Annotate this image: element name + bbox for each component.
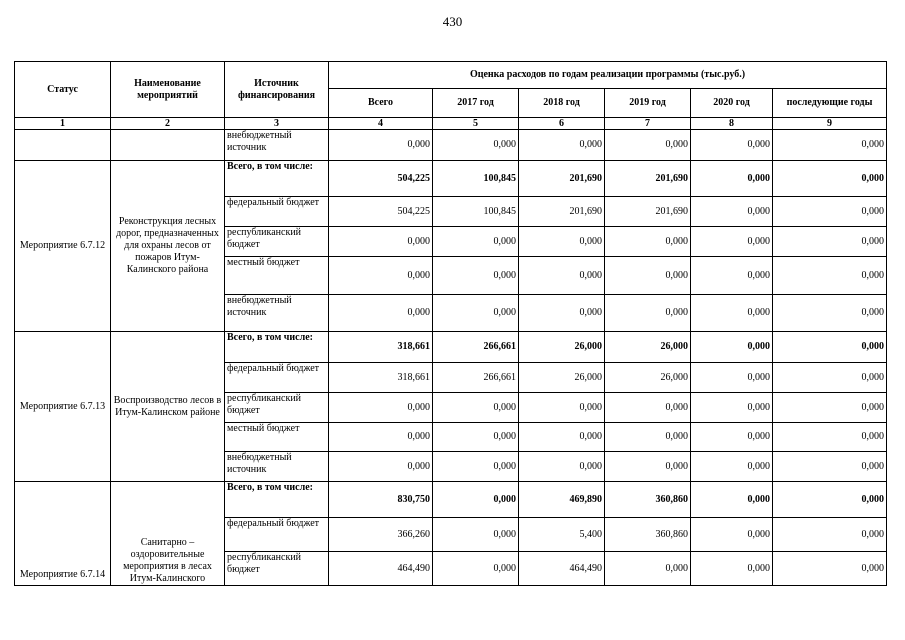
value-cell: 0,000 [691, 130, 773, 161]
header-source: Источник финансирования [225, 62, 329, 118]
source-cell: внебюджетный источник [225, 452, 329, 482]
name-cell: Воспроизводство лесов в Итум-Калинском районе [111, 332, 225, 482]
value-cell: 0,000 [773, 161, 887, 197]
value-cell: 0,000 [691, 197, 773, 227]
value-cell: 0,000 [329, 393, 433, 423]
value-cell: 0,000 [433, 552, 519, 586]
value-cell: 0,000 [433, 518, 519, 552]
value-cell: 0,000 [519, 130, 605, 161]
value-cell: 100,845 [433, 197, 519, 227]
value-cell: 201,690 [605, 161, 691, 197]
value-cell: 830,750 [329, 482, 433, 518]
value-cell: 0,000 [329, 227, 433, 257]
source-cell: местный бюджет [225, 423, 329, 452]
page-number: 430 [442, 14, 463, 29]
table-row [15, 130, 887, 161]
value-cell: 0,000 [519, 227, 605, 257]
col-number: 5 [433, 118, 519, 130]
value-cell: 0,000 [605, 393, 691, 423]
value-cell: 360,860 [605, 518, 691, 552]
value-cell: 0,000 [433, 482, 519, 518]
value-cell: 0,000 [691, 552, 773, 586]
value-cell: 504,225 [329, 197, 433, 227]
value-cell: 0,000 [691, 227, 773, 257]
value-cell: 0,000 [329, 423, 433, 452]
header-year: 2019 год [605, 89, 691, 118]
col-number: 1 [15, 118, 111, 130]
value-cell: 0,000 [329, 257, 433, 295]
value-cell: 0,000 [691, 161, 773, 197]
header-name: Наименование мероприятий [111, 62, 225, 118]
value-cell: 0,000 [605, 452, 691, 482]
value-cell: 26,000 [605, 332, 691, 363]
table-row [15, 161, 887, 197]
col-number: 3 [225, 118, 329, 130]
value-cell: 0,000 [519, 257, 605, 295]
value-cell: 26,000 [519, 363, 605, 393]
status-cell: Мероприятие 6.7.14 [15, 482, 111, 586]
status-cell: Мероприятие 6.7.12 [15, 161, 111, 332]
source-cell: местный бюджет [225, 257, 329, 295]
source-cell: республиканский бюджет [225, 227, 329, 257]
value-cell: 0,000 [433, 452, 519, 482]
header-estimate: Оценка расходов по годам реализации программы (тыс.руб.) [329, 62, 887, 89]
empty-cell [15, 130, 111, 161]
header-year: последующие годы [773, 89, 887, 118]
header-year: 2018 год [519, 89, 605, 118]
header-year: Всего [329, 89, 433, 118]
value-cell: 0,000 [605, 257, 691, 295]
name-cell: Реконструкция лесных дорог, предназначенных для охраны лесов от пожаров Итум-Калинского района [111, 161, 225, 332]
value-cell: 0,000 [691, 257, 773, 295]
value-cell: 0,000 [433, 423, 519, 452]
value-cell: 0,000 [773, 197, 887, 227]
empty-cell [111, 130, 225, 161]
status-cell: Мероприятие 6.7.13 [15, 332, 111, 482]
value-cell: 0,000 [605, 130, 691, 161]
col-number: 7 [605, 118, 691, 130]
source-cell: внебюджетный источник [225, 295, 329, 332]
source-cell: федеральный бюджет [225, 518, 329, 552]
header-year: 2017 год [433, 89, 519, 118]
table-row [15, 482, 887, 518]
value-cell: 0,000 [329, 130, 433, 161]
header-status: Статус [15, 62, 111, 118]
value-cell: 318,661 [329, 363, 433, 393]
value-cell: 0,000 [691, 295, 773, 332]
value-cell: 0,000 [773, 295, 887, 332]
source-cell: республиканский бюджет [225, 552, 329, 586]
value-cell: 0,000 [605, 227, 691, 257]
source-cell: Всего, в том числе: [225, 332, 329, 363]
value-cell: 0,000 [605, 423, 691, 452]
value-cell: 464,490 [329, 552, 433, 586]
value-cell: 0,000 [773, 332, 887, 363]
value-cell: 0,000 [691, 332, 773, 363]
value-cell: 504,225 [329, 161, 433, 197]
value-cell: 0,000 [433, 393, 519, 423]
source-cell: Всего, в том числе: [225, 482, 329, 518]
value-cell: 0,000 [433, 295, 519, 332]
value-cell: 0,000 [773, 393, 887, 423]
value-cell: 266,661 [433, 363, 519, 393]
value-cell: 0,000 [691, 363, 773, 393]
value-cell: 366,260 [329, 518, 433, 552]
source-cell: республиканский бюджет [225, 393, 329, 423]
value-cell: 100,845 [433, 161, 519, 197]
value-cell: 0,000 [329, 452, 433, 482]
value-cell: 0,000 [773, 130, 887, 161]
value-cell: 0,000 [329, 295, 433, 332]
value-cell: 469,890 [519, 482, 605, 518]
col-number: 8 [691, 118, 773, 130]
source-cell: внебюджетный источник [225, 130, 329, 161]
value-cell: 266,661 [433, 332, 519, 363]
value-cell: 0,000 [773, 423, 887, 452]
value-cell: 0,000 [519, 295, 605, 332]
value-cell: 0,000 [773, 452, 887, 482]
value-cell: 0,000 [773, 482, 887, 518]
value-cell: 0,000 [433, 227, 519, 257]
source-cell: федеральный бюджет [225, 197, 329, 227]
value-cell: 0,000 [605, 552, 691, 586]
header-year: 2020 год [691, 89, 773, 118]
value-cell: 0,000 [773, 518, 887, 552]
table-row [15, 332, 887, 363]
value-cell: 0,000 [519, 393, 605, 423]
value-cell: 201,690 [519, 161, 605, 197]
value-cell: 0,000 [691, 393, 773, 423]
value-cell: 201,690 [519, 197, 605, 227]
source-cell: Всего, в том числе: [225, 161, 329, 197]
value-cell: 0,000 [773, 552, 887, 586]
value-cell: 0,000 [773, 363, 887, 393]
value-cell: 0,000 [691, 452, 773, 482]
value-cell: 0,000 [773, 227, 887, 257]
value-cell: 26,000 [605, 363, 691, 393]
value-cell: 0,000 [433, 130, 519, 161]
name-cell: Санитарно – оздоровительные мероприятия в лесах Итум-Калинского [111, 482, 225, 586]
value-cell: 360,860 [605, 482, 691, 518]
value-cell: 26,000 [519, 332, 605, 363]
value-cell: 201,690 [605, 197, 691, 227]
col-number: 6 [519, 118, 605, 130]
value-cell: 0,000 [691, 423, 773, 452]
source-cell: федеральный бюджет [225, 363, 329, 393]
value-cell: 464,490 [519, 552, 605, 586]
value-cell: 0,000 [691, 518, 773, 552]
col-number: 2 [111, 118, 225, 130]
value-cell: 0,000 [519, 423, 605, 452]
value-cell: 318,661 [329, 332, 433, 363]
value-cell: 0,000 [773, 257, 887, 295]
value-cell: 0,000 [605, 295, 691, 332]
value-cell: 0,000 [433, 257, 519, 295]
value-cell: 5,400 [519, 518, 605, 552]
value-cell: 0,000 [691, 482, 773, 518]
value-cell: 0,000 [519, 452, 605, 482]
budget-table [14, 61, 887, 586]
col-number: 9 [773, 118, 887, 130]
col-number: 4 [329, 118, 433, 130]
